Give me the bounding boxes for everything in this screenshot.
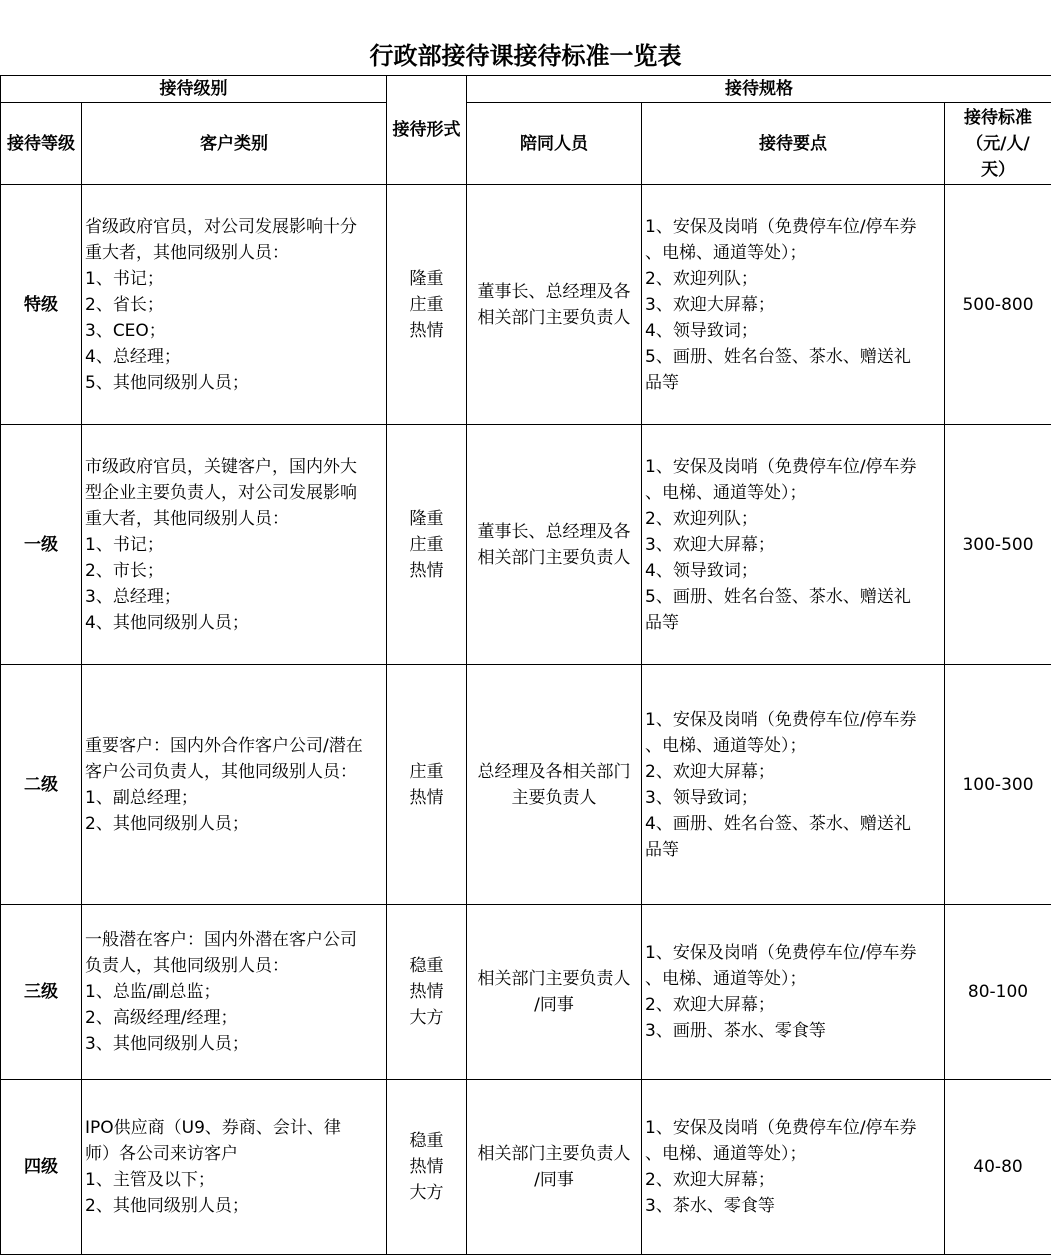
- level-cell: 特级: [1, 185, 82, 425]
- customer-type-cell: [82, 1080, 387, 1255]
- level-cell: 四级: [1, 1080, 82, 1255]
- customer-type-line: IPO供应商（U9、券商、会计、律: [85, 1115, 383, 1141]
- companions-line: 董事长、总经理及各: [470, 519, 638, 545]
- header-key-points: 接待要点: [642, 103, 945, 185]
- key-point-line: 1、安保及岗哨（免费停车位/停车券: [645, 454, 941, 480]
- companions-cell: [467, 185, 642, 425]
- key-point-line: 4、领导致词；: [645, 558, 941, 584]
- customer-type-line: 市级政府官员，关键客户，国内外大: [85, 454, 383, 480]
- form-line: 庄重: [390, 532, 463, 558]
- customer-type-line: 4、其他同级别人员；: [85, 610, 383, 636]
- companions-cell: [467, 905, 642, 1080]
- standard-cell: 100-300: [945, 665, 1051, 905]
- customer-type-cell: [82, 665, 387, 905]
- customer-type-line: 重要客户：国内外合作客户公司/潜在: [85, 733, 383, 759]
- customer-type-line: 4、总经理；: [85, 344, 383, 370]
- key-point-line: 1、安保及岗哨（免费停车位/停车券: [645, 214, 941, 240]
- table-row: [1, 425, 1051, 665]
- customer-type-line: 客户公司负责人，其他同级别人员：: [85, 759, 383, 785]
- form-line: 庄重: [390, 292, 463, 318]
- key-point-line: 5、画册、姓名台签、茶水、赠送礼: [645, 344, 941, 370]
- form-cell: [387, 425, 467, 665]
- table-row: [1, 185, 1051, 425]
- companions-line: /同事: [470, 1167, 638, 1193]
- companions-line: 相关部门主要负责人: [470, 966, 638, 992]
- table-row: [1, 665, 1051, 905]
- companions-line: 主要负责人: [470, 785, 638, 811]
- form-line: 热情: [390, 1154, 463, 1180]
- companions-line: 相关部门主要负责人: [470, 1141, 638, 1167]
- customer-type-line: 3、其他同级别人员；: [85, 1031, 383, 1057]
- companions-line: 相关部门主要负责人: [470, 545, 638, 571]
- customer-type-line: 2、高级经理/经理；: [85, 1005, 383, 1031]
- key-point-line: 品等: [645, 370, 941, 396]
- customer-type-line: 型企业主要负责人，对公司发展影响: [85, 480, 383, 506]
- customer-type-line: 3、CEO；: [85, 318, 383, 344]
- level-cell: 二级: [1, 665, 82, 905]
- form-line: 稳重: [390, 953, 463, 979]
- customer-type-line: 1、总监/副总监；: [85, 979, 383, 1005]
- header-standard-line: 接待标准: [948, 105, 1048, 131]
- header-customer-type: 客户类别: [82, 103, 387, 185]
- key-point-line: 、电梯、通道等处）；: [645, 480, 941, 506]
- form-line: 热情: [390, 318, 463, 344]
- customer-type-line: 2、省长；: [85, 292, 383, 318]
- key-point-line: 、电梯、通道等处）；: [645, 1141, 941, 1167]
- customer-type-line: 1、主管及以下；: [85, 1167, 383, 1193]
- customer-type-line: 省级政府官员，对公司发展影响十分: [85, 214, 383, 240]
- companions-line: /同事: [470, 992, 638, 1018]
- customer-type-cell: [82, 185, 387, 425]
- key-point-line: 品等: [645, 837, 941, 863]
- header-column-row: [1, 103, 1051, 185]
- key-point-line: 1、安保及岗哨（免费停车位/停车券: [645, 940, 941, 966]
- customer-type-line: 一般潜在客户：国内外潜在客户公司: [85, 927, 383, 953]
- customer-type-cell: [82, 425, 387, 665]
- key-point-line: 、电梯、通道等处）；: [645, 240, 941, 266]
- companions-cell: [467, 1080, 642, 1255]
- header-group-row: [1, 76, 1051, 103]
- key-point-line: 3、领导致词；: [645, 785, 941, 811]
- customer-type-line: 1、书记；: [85, 266, 383, 292]
- form-line: 大方: [390, 1180, 463, 1206]
- customer-type-cell: [82, 905, 387, 1080]
- customer-type-line: 1、副总经理；: [85, 785, 383, 811]
- companions-line: 总经理及各相关部门: [470, 759, 638, 785]
- key-point-line: 、电梯、通道等处）；: [645, 966, 941, 992]
- form-line: 庄重: [390, 759, 463, 785]
- key-point-line: 1、安保及岗哨（免费停车位/停车券: [645, 707, 941, 733]
- form-line: 稳重: [390, 1128, 463, 1154]
- header-standard: [945, 103, 1051, 185]
- header-level: 接待等级: [1, 103, 82, 185]
- customer-type-line: 重大者，其他同级别人员：: [85, 506, 383, 532]
- companions-cell: [467, 425, 642, 665]
- companions-line: 董事长、总经理及各: [470, 279, 638, 305]
- customer-type-line: 2、市长；: [85, 558, 383, 584]
- standard-cell: 40-80: [945, 1080, 1051, 1255]
- key-point-line: 2、欢迎大屏幕；: [645, 759, 941, 785]
- key-point-line: 3、画册、茶水、零食等: [645, 1018, 941, 1044]
- key-point-line: 2、欢迎列队；: [645, 266, 941, 292]
- form-line: 大方: [390, 1005, 463, 1031]
- key-points-cell: [642, 185, 945, 425]
- key-point-line: 4、画册、姓名台签、茶水、赠送礼: [645, 811, 941, 837]
- page-title: 行政部接待课接待标准一览表: [0, 0, 1051, 75]
- customer-type-line: 重大者，其他同级别人员：: [85, 240, 383, 266]
- key-point-line: 、电梯、通道等处）；: [645, 733, 941, 759]
- header-standard-line: 天）: [948, 157, 1048, 183]
- customer-type-line: 2、其他同级别人员；: [85, 1193, 383, 1219]
- key-points-cell: [642, 1080, 945, 1255]
- header-companions: 陪同人员: [467, 103, 642, 185]
- key-point-line: 4、领导致词；: [645, 318, 941, 344]
- header-standard-line: （元/人/: [948, 131, 1048, 157]
- customer-type-line: 2、其他同级别人员；: [85, 811, 383, 837]
- form-line: 隆重: [390, 266, 463, 292]
- key-point-line: 3、欢迎大屏幕；: [645, 532, 941, 558]
- level-cell: 一级: [1, 425, 82, 665]
- form-line: 热情: [390, 558, 463, 584]
- form-cell: [387, 665, 467, 905]
- customer-type-line: 3、总经理；: [85, 584, 383, 610]
- standard-cell: 80-100: [945, 905, 1051, 1080]
- header-group-spec: 接待规格: [467, 76, 1051, 103]
- key-points-cell: [642, 665, 945, 905]
- companions-cell: [467, 665, 642, 905]
- form-cell: [387, 185, 467, 425]
- key-points-cell: [642, 905, 945, 1080]
- level-cell: 三级: [1, 905, 82, 1080]
- companions-line: 相关部门主要负责人: [470, 305, 638, 331]
- table-row: [1, 1080, 1051, 1255]
- key-point-line: 5、画册、姓名台签、茶水、赠送礼: [645, 584, 941, 610]
- table-row: [1, 905, 1051, 1080]
- key-point-line: 2、欢迎大屏幕；: [645, 1167, 941, 1193]
- customer-type-line: 1、书记；: [85, 532, 383, 558]
- form-line: 热情: [390, 979, 463, 1005]
- form-cell: [387, 1080, 467, 1255]
- key-point-line: 2、欢迎列队；: [645, 506, 941, 532]
- header-group-level: 接待级别: [1, 76, 387, 103]
- standard-cell: 500-800: [945, 185, 1051, 425]
- key-point-line: 3、茶水、零食等: [645, 1193, 941, 1219]
- customer-type-line: 5、其他同级别人员；: [85, 370, 383, 396]
- standard-cell: 300-500: [945, 425, 1051, 665]
- reception-standards-table: [0, 75, 1051, 1255]
- form-line: 隆重: [390, 506, 463, 532]
- form-line: 热情: [390, 785, 463, 811]
- customer-type-line: 负责人，其他同级别人员：: [85, 953, 383, 979]
- customer-type-line: 师）各公司来访客户: [85, 1141, 383, 1167]
- form-cell: [387, 905, 467, 1080]
- key-point-line: 3、欢迎大屏幕；: [645, 292, 941, 318]
- key-points-cell: [642, 425, 945, 665]
- key-point-line: 1、安保及岗哨（免费停车位/停车券: [645, 1115, 941, 1141]
- key-point-line: 2、欢迎大屏幕；: [645, 992, 941, 1018]
- header-form: 接待形式: [387, 76, 467, 185]
- key-point-line: 品等: [645, 610, 941, 636]
